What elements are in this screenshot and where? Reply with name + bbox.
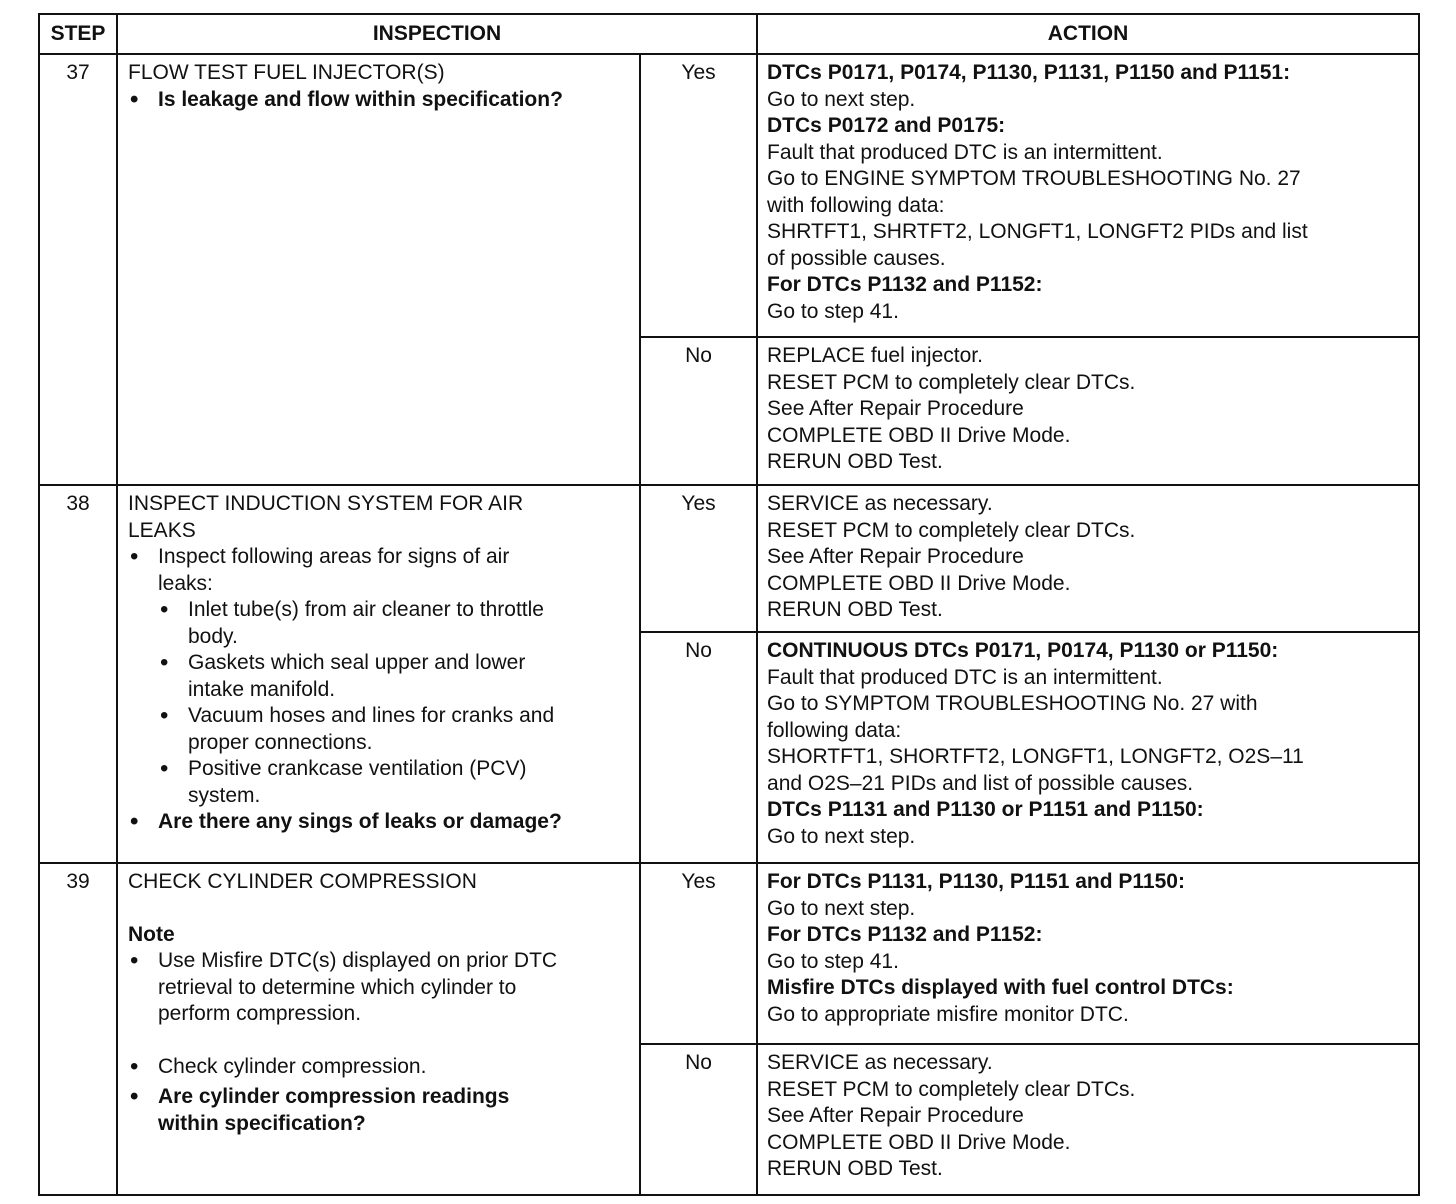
action-text: of possible causes. xyxy=(767,246,946,270)
action-text: and O2S–21 PIDs and list of possible causes. xyxy=(767,771,1194,795)
action-text: See After Repair Procedure xyxy=(767,397,1024,420)
inspection-cell xyxy=(117,54,640,485)
bullet-text: • Gaskets which seal upper and lower xyxy=(188,651,526,674)
action-heading: DTCs P0172 and P0175: xyxy=(767,114,1006,137)
header-action: ACTION xyxy=(757,14,1419,54)
table-row xyxy=(39,485,1419,632)
inspection-bullet: • Check cylinder compression. xyxy=(128,1054,631,1081)
sub-bullet xyxy=(128,650,631,703)
header-step: STEP xyxy=(39,14,117,54)
action-heading: For DTCs P1132 and P1152: xyxy=(767,923,1043,946)
action-text: See After Repair Procedure xyxy=(767,1104,1024,1127)
bullet-text: intake manifold. xyxy=(188,677,336,701)
answer-no: No xyxy=(640,632,757,863)
action-text: SERVICE as necessary. xyxy=(767,492,993,515)
action-text: Go to appropriate misfire monitor DTC. xyxy=(767,1002,1129,1026)
bullet-text: • Vacuum hoses and lines for cranks and xyxy=(188,704,555,727)
bullet-text: perform compression. xyxy=(158,1002,362,1025)
action-no xyxy=(757,1044,1419,1195)
action-text: COMPLETE OBD II Drive Mode. xyxy=(767,423,1071,447)
sub-bullet xyxy=(128,756,631,809)
action-text: Go to SYMPTOM TROUBLESHOOTING No. 27 with xyxy=(767,692,1258,715)
action-text: RERUN OBD Test. xyxy=(767,598,943,621)
action-heading: CONTINUOUS DTCs P0171, P0174, P1130 or P1150: xyxy=(767,639,1279,662)
action-text: SERVICE as necessary. xyxy=(767,1051,993,1074)
sub-bullet xyxy=(128,597,631,650)
diagnostic-table xyxy=(38,13,1420,1196)
action-heading: Misfire DTCs displayed with fuel control DTCs: xyxy=(767,976,1234,999)
action-no xyxy=(757,632,1419,863)
action-text: RESET PCM to completely clear DTCs. xyxy=(767,1077,1136,1101)
action-text: RESET PCM to completely clear DTCs. xyxy=(767,518,1136,542)
action-text: COMPLETE OBD II Drive Mode. xyxy=(767,571,1071,595)
action-text: with following data: xyxy=(767,193,945,217)
action-heading: For DTCs P1132 and P1152: xyxy=(767,273,1043,296)
step-title: LEAKS xyxy=(128,518,196,542)
header-row xyxy=(39,14,1419,54)
action-yes xyxy=(757,863,1419,1044)
answer-no: No xyxy=(640,1044,757,1195)
step-number: 39 xyxy=(39,863,117,1195)
table-row xyxy=(39,863,1419,1044)
inspection-bullet xyxy=(128,544,631,597)
action-text: following data: xyxy=(767,718,902,742)
inspection-cell xyxy=(117,485,640,863)
action-text: RERUN OBD Test. xyxy=(767,450,943,473)
action-yes xyxy=(757,485,1419,632)
action-text: RERUN OBD Test. xyxy=(767,1157,943,1180)
bullet-text: • Positive crankcase ventilation (PCV) xyxy=(188,757,527,780)
bullet-text: • Inspect following areas for signs of air xyxy=(158,545,510,568)
table-row xyxy=(39,54,1419,337)
inspection-cell xyxy=(117,863,640,1195)
action-text: Go to ENGINE SYMPTOM TROUBLESHOOTING No. 27 xyxy=(767,167,1301,190)
step-number: 38 xyxy=(39,485,117,863)
bullet-text: • Are cylinder compression readings xyxy=(158,1085,510,1108)
action-text: Go to next step. xyxy=(767,824,916,848)
question-bullet: • Is leakage and flow within specification? xyxy=(128,87,631,114)
bullet-text: • Inlet tube(s) from air cleaner to throttle xyxy=(188,598,544,621)
action-text: Go to next step. xyxy=(767,87,916,111)
action-text: REPLACE fuel injector. xyxy=(767,344,983,367)
step-number: 37 xyxy=(39,54,117,485)
header-inspection: INSPECTION xyxy=(117,14,757,54)
action-text: COMPLETE OBD II Drive Mode. xyxy=(767,1130,1071,1154)
action-text: See After Repair Procedure xyxy=(767,545,1024,568)
answer-yes: Yes xyxy=(640,54,757,337)
action-text: Fault that produced DTC is an intermittent. xyxy=(767,665,1163,689)
bullet-text: • Use Misfire DTC(s) displayed on prior DTC xyxy=(158,949,558,972)
bullet-text: within specification? xyxy=(158,1111,366,1135)
action-text: SHORTFT1, SHORTFT2, LONGFT1, LONGFT2, O2S–11 xyxy=(767,745,1304,768)
bullet-text: retrieval to determine which cylinder to xyxy=(158,975,517,999)
sub-bullet xyxy=(128,703,631,756)
step-title: INSPECT INDUCTION SYSTEM FOR AIR xyxy=(128,492,524,515)
question-bullet xyxy=(128,1084,631,1137)
bullet-text: body. xyxy=(188,624,238,648)
step-title: FLOW TEST FUEL INJECTOR(S) xyxy=(128,61,445,84)
action-text: Go to step 41. xyxy=(767,949,899,973)
action-text: RESET PCM to completely clear DTCs. xyxy=(767,370,1136,394)
action-no xyxy=(757,337,1419,485)
bullet-text: proper connections. xyxy=(188,730,373,754)
action-text: Go to step 41. xyxy=(767,299,899,323)
answer-no: No xyxy=(640,337,757,485)
action-heading: For DTCs P1131, P1130, P1151 and P1150: xyxy=(767,870,1185,893)
bullet-text: leaks: xyxy=(158,571,213,595)
answer-yes: Yes xyxy=(640,485,757,632)
bullet-text: system. xyxy=(188,783,261,807)
action-yes xyxy=(757,54,1419,337)
action-text: SHRTFT1, SHRTFT2, LONGFT1, LONGFT2 PIDs and list xyxy=(767,220,1308,243)
step-title: CHECK CYLINDER COMPRESSION xyxy=(128,870,477,893)
note-label: Note xyxy=(128,922,175,946)
question-bullet: • Are there any sings of leaks or damage? xyxy=(128,809,631,836)
answer-yes: Yes xyxy=(640,863,757,1044)
action-heading: DTCs P1131 and P1130 or P1151 and P1150: xyxy=(767,798,1204,821)
note-bullet xyxy=(128,948,631,1028)
action-heading: DTCs P0171, P0174, P1130, P1131, P1150 and P1151: xyxy=(767,61,1291,84)
action-text: Fault that produced DTC is an intermittent. xyxy=(767,140,1163,164)
action-text: Go to next step. xyxy=(767,896,916,920)
